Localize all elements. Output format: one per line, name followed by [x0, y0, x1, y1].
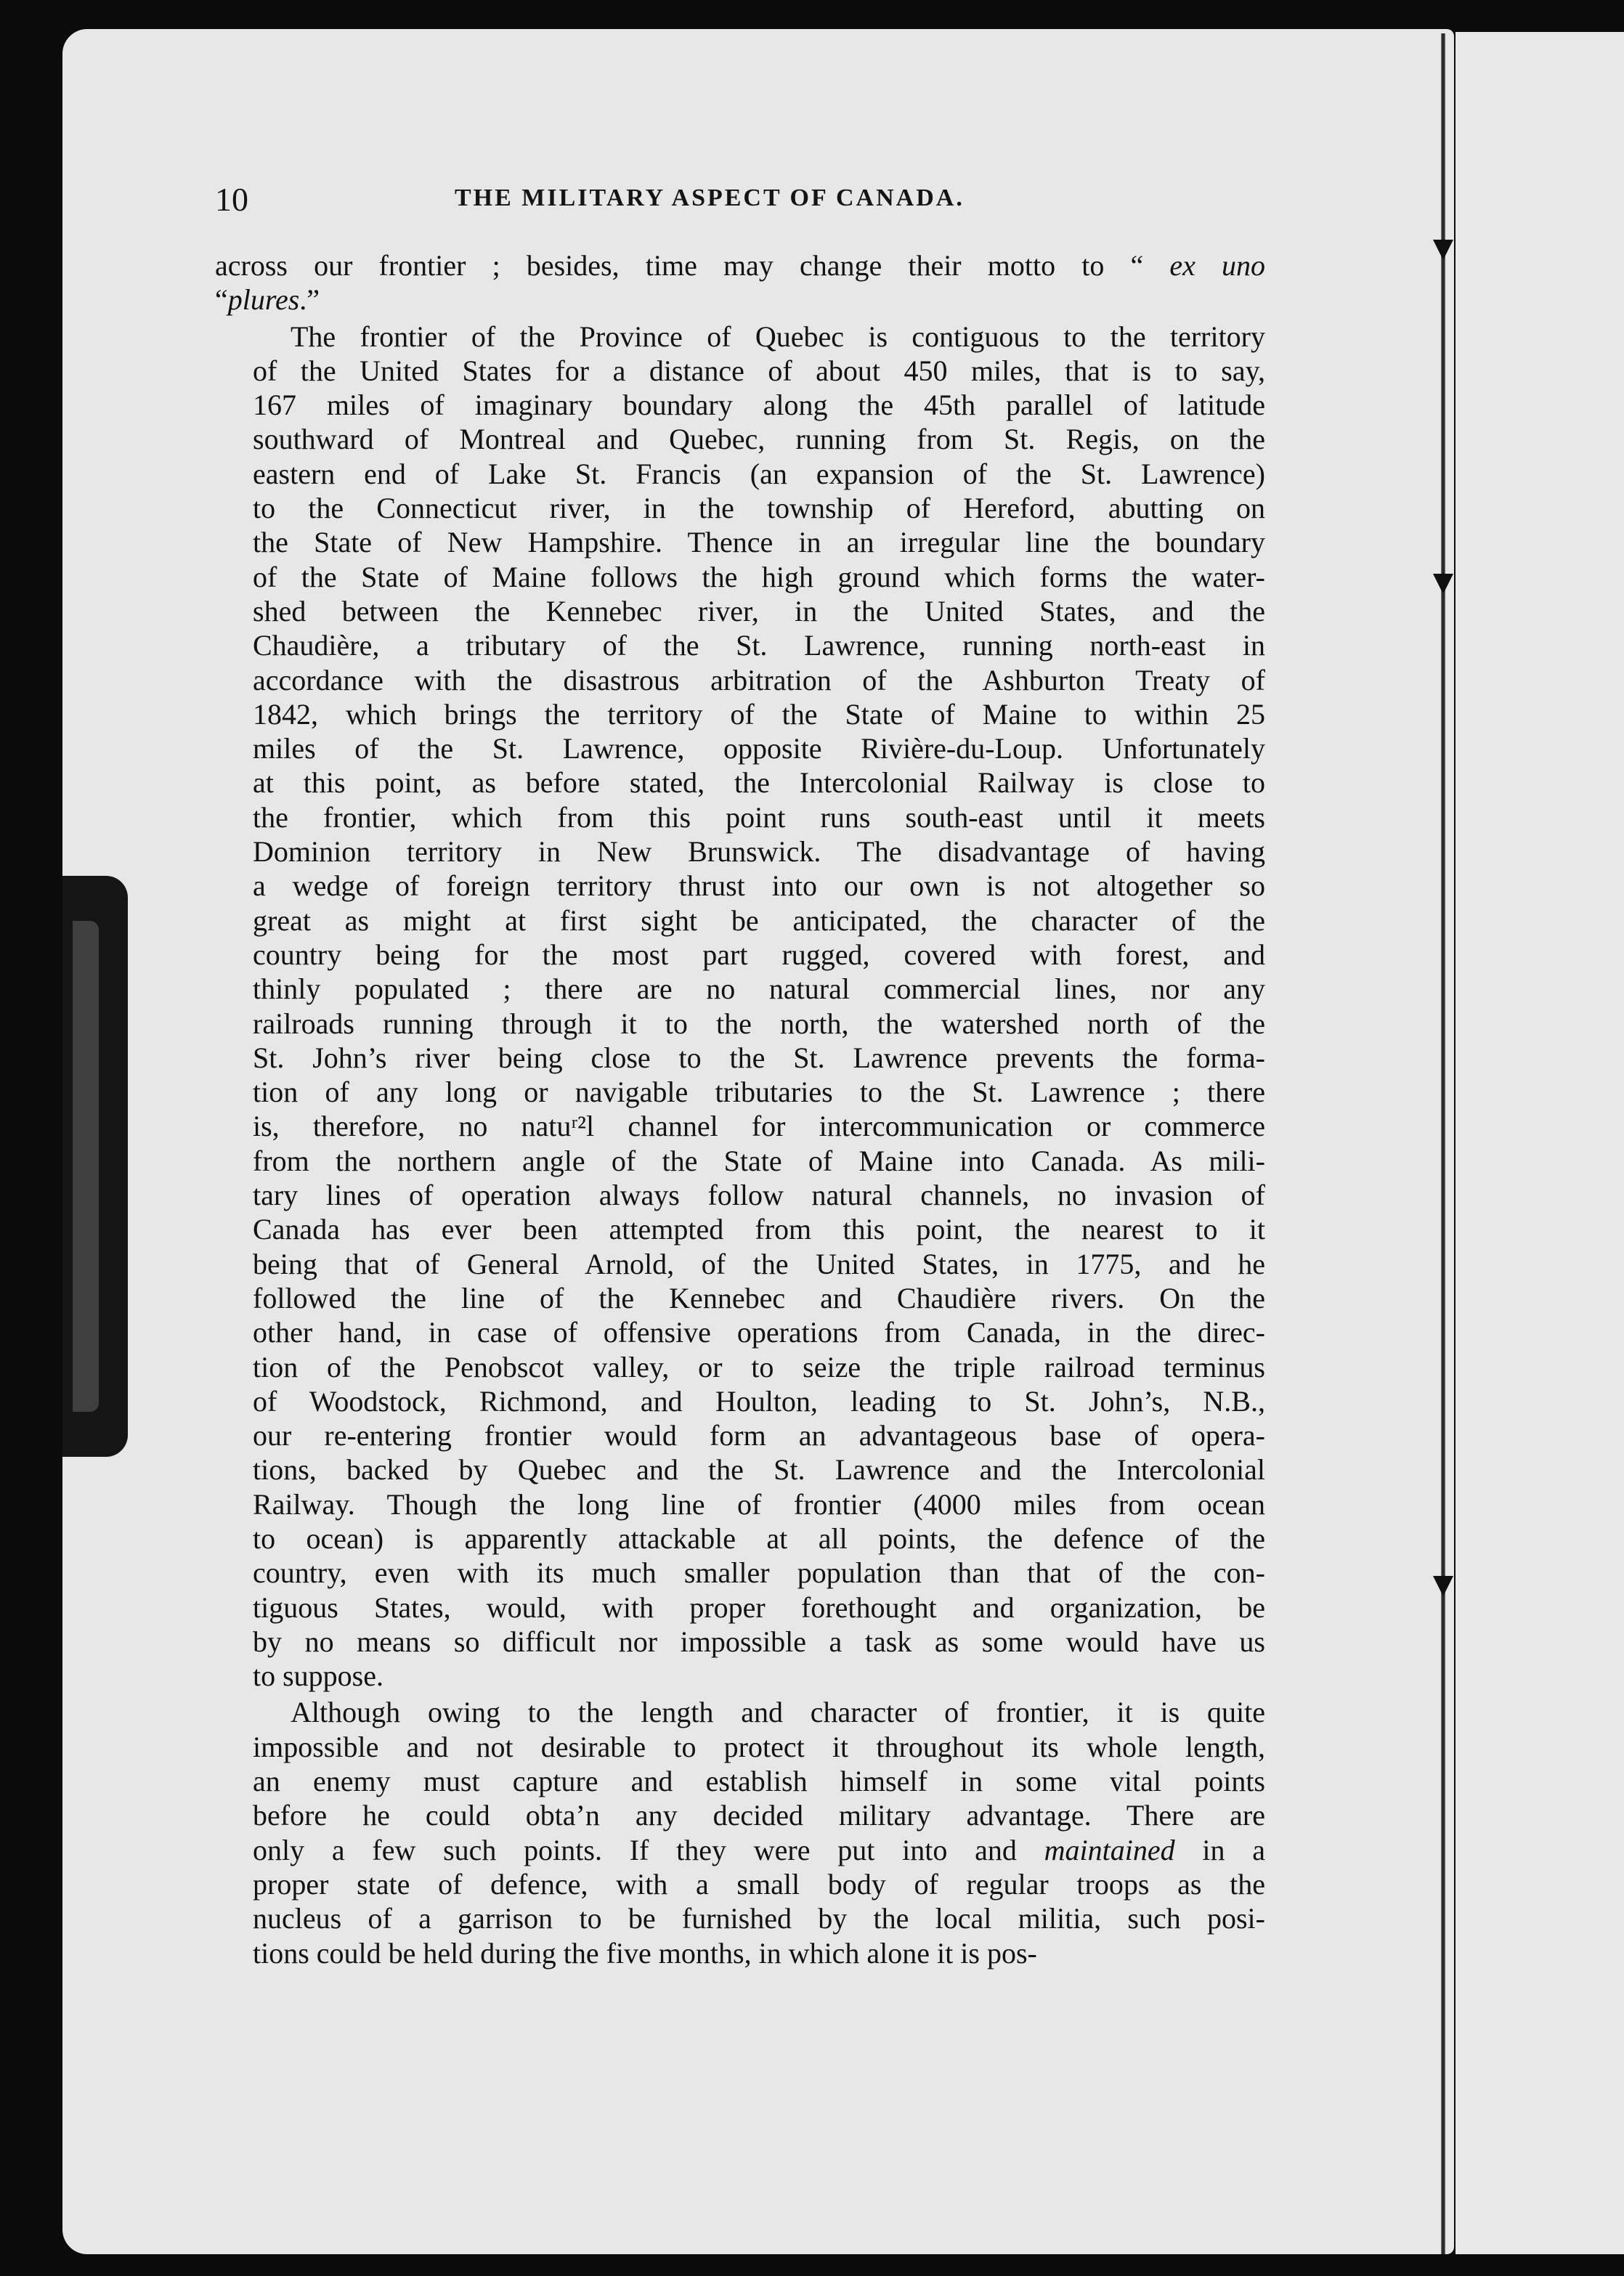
text-line: to the Connecticut river, in the township of Hereford, abutting on	[253, 492, 1265, 525]
text-line: to suppose.	[253, 1659, 383, 1693]
text-line: miles of the St. Lawrence, opposite Rivière-du-Loup. Unfortunately	[253, 732, 1265, 765]
running-title: THE MILITARY ASPECT OF CANADA.	[455, 184, 965, 211]
text-line: the State of New Hampshire. Thence in an irregular line the boundary	[253, 526, 1265, 559]
book-spine	[1441, 33, 1445, 2254]
text-line: accordance with the disastrous arbitration of the Ashburton Treaty of	[253, 663, 1265, 696]
text-line: our re-entering frontier would form an advantageous base of opera-	[253, 1419, 1265, 1452]
text-line: 167 miles of imaginary boundary along the 45th parallel of latitude	[253, 389, 1265, 422]
text-line: tary lines of operation always follow natural channels, no invasion of	[253, 1179, 1265, 1212]
text-line: tion of any long or navigable tributaries to the St. Lawrence ; there	[253, 1076, 1265, 1109]
text-line: is, therefore, no natuʳ²l channel for intercommunication or commerce	[253, 1110, 1265, 1143]
spine-binding-mark	[1433, 240, 1453, 260]
text-line: country, even with its much smaller population than that of the con-	[253, 1556, 1265, 1590]
text-line: thinly populated ; there are no natural commercial lines, nor any	[253, 972, 1265, 1006]
text-line: Canada has ever been attempted from this point, the nearest to it	[253, 1213, 1265, 1246]
page-number: 10	[215, 181, 248, 218]
text-line: railroads running through it to the north, the watershed north of the	[253, 1007, 1265, 1040]
text-line: by no means so difficult nor impossible a task as some would have us	[253, 1625, 1265, 1658]
text-line: great as might at first sight be anticipated, the character of the	[253, 903, 1265, 937]
text-line: St. John’s river being close to the St. Lawrence prevents the forma-	[253, 1041, 1265, 1074]
text-line: shed between the Kennebec river, in the United States, and the	[253, 594, 1265, 627]
body-text	[215, 248, 1265, 1970]
text-line: of Woodstock, Richmond, and Houlton, leading to St. John’s, N.B.,	[253, 1384, 1265, 1418]
text-line: Chaudière, a tributary of the St. Lawrence, running north-east in	[253, 629, 1265, 662]
text-line: only a few such points. If they were put into and maintained in a	[253, 1833, 1265, 1866]
paragraph	[215, 1695, 1265, 1970]
text-line: followed the line of the Kennebec and Chaudière rivers. On the	[253, 1281, 1265, 1314]
text-line: Dominion territory in New Brunswick. The disadvantage of having	[253, 835, 1265, 869]
text-line: Railway. Though the long line of frontier (4000 miles from ocean	[253, 1487, 1265, 1521]
text-line: being that of General Arnold, of the United States, in 1775, and he	[253, 1247, 1265, 1280]
text-line: impossible and not desirable to protect it throughout its whole length,	[253, 1730, 1265, 1763]
text-line: from the northern angle of the State of Maine into Canada. As mili-	[253, 1144, 1265, 1177]
binding-clip-inner	[73, 921, 99, 1412]
text-line: country being for the most part rugged, covered with forest, and	[253, 938, 1265, 971]
text-line: to ocean) is apparently attackable at all points, the defence of the	[253, 1521, 1265, 1555]
text-line: other hand, in case of offensive operations from Canada, in the direc-	[253, 1316, 1265, 1349]
text-line: at this point, as before stated, the Intercolonial Railway is close to	[253, 766, 1265, 800]
text-line: tions could be held during the five months, in which alone it is pos-	[253, 1936, 1037, 1970]
text-line: an enemy must capture and establish himself in some vital points	[253, 1765, 1265, 1798]
spine-binding-mark	[1433, 1576, 1453, 1596]
paragraph	[215, 248, 1265, 317]
text-line: tion of the Penobscot valley, or to seize the triple railroad terminus	[253, 1350, 1265, 1383]
text-line: the frontier, which from this point runs south-east until it meets	[253, 800, 1265, 834]
text-line: 1842, which brings the territory of the State of Maine to within 25	[253, 697, 1265, 731]
paragraph	[215, 320, 1265, 1694]
text-line: southward of Montreal and Quebec, running from St. Regis, on the	[253, 423, 1265, 456]
text-line: nucleus of a garrison to be furnished by the local militia, such posi-	[253, 1902, 1265, 1935]
text-line: across our frontier ; besides, time may change their motto to “ ex uno	[215, 249, 1265, 282]
text-line: proper state of defence, with a small body of regular troops as the	[253, 1867, 1265, 1901]
text-line: The frontier of the Province of Quebec is contiguous to the territory	[291, 320, 1265, 353]
text-line: tions, backed by Quebec and the St. Lawrence and the Intercolonial	[253, 1453, 1265, 1487]
text-line: before he could obta’n any decided military advantage. There are	[253, 1799, 1265, 1832]
text-line: a wedge of foreign territory thrust into our own is not altogether so	[253, 869, 1265, 903]
facing-page-edge	[1455, 32, 1624, 2254]
text-line: “plures.”	[215, 283, 320, 317]
text-line: eastern end of Lake St. Francis (an expansion of the St. Lawrence)	[253, 457, 1265, 490]
text-line: tiguous States, would, with proper forethought and organization, be	[253, 1590, 1265, 1624]
spine-binding-mark	[1433, 574, 1453, 594]
text-line: of the State of Maine follows the high ground which forms the water-	[253, 560, 1265, 593]
text-line: of the United States for a distance of about 450 miles, that is to say,	[253, 354, 1265, 387]
text-line: Although owing to the length and character of frontier, it is quite	[291, 1696, 1265, 1729]
